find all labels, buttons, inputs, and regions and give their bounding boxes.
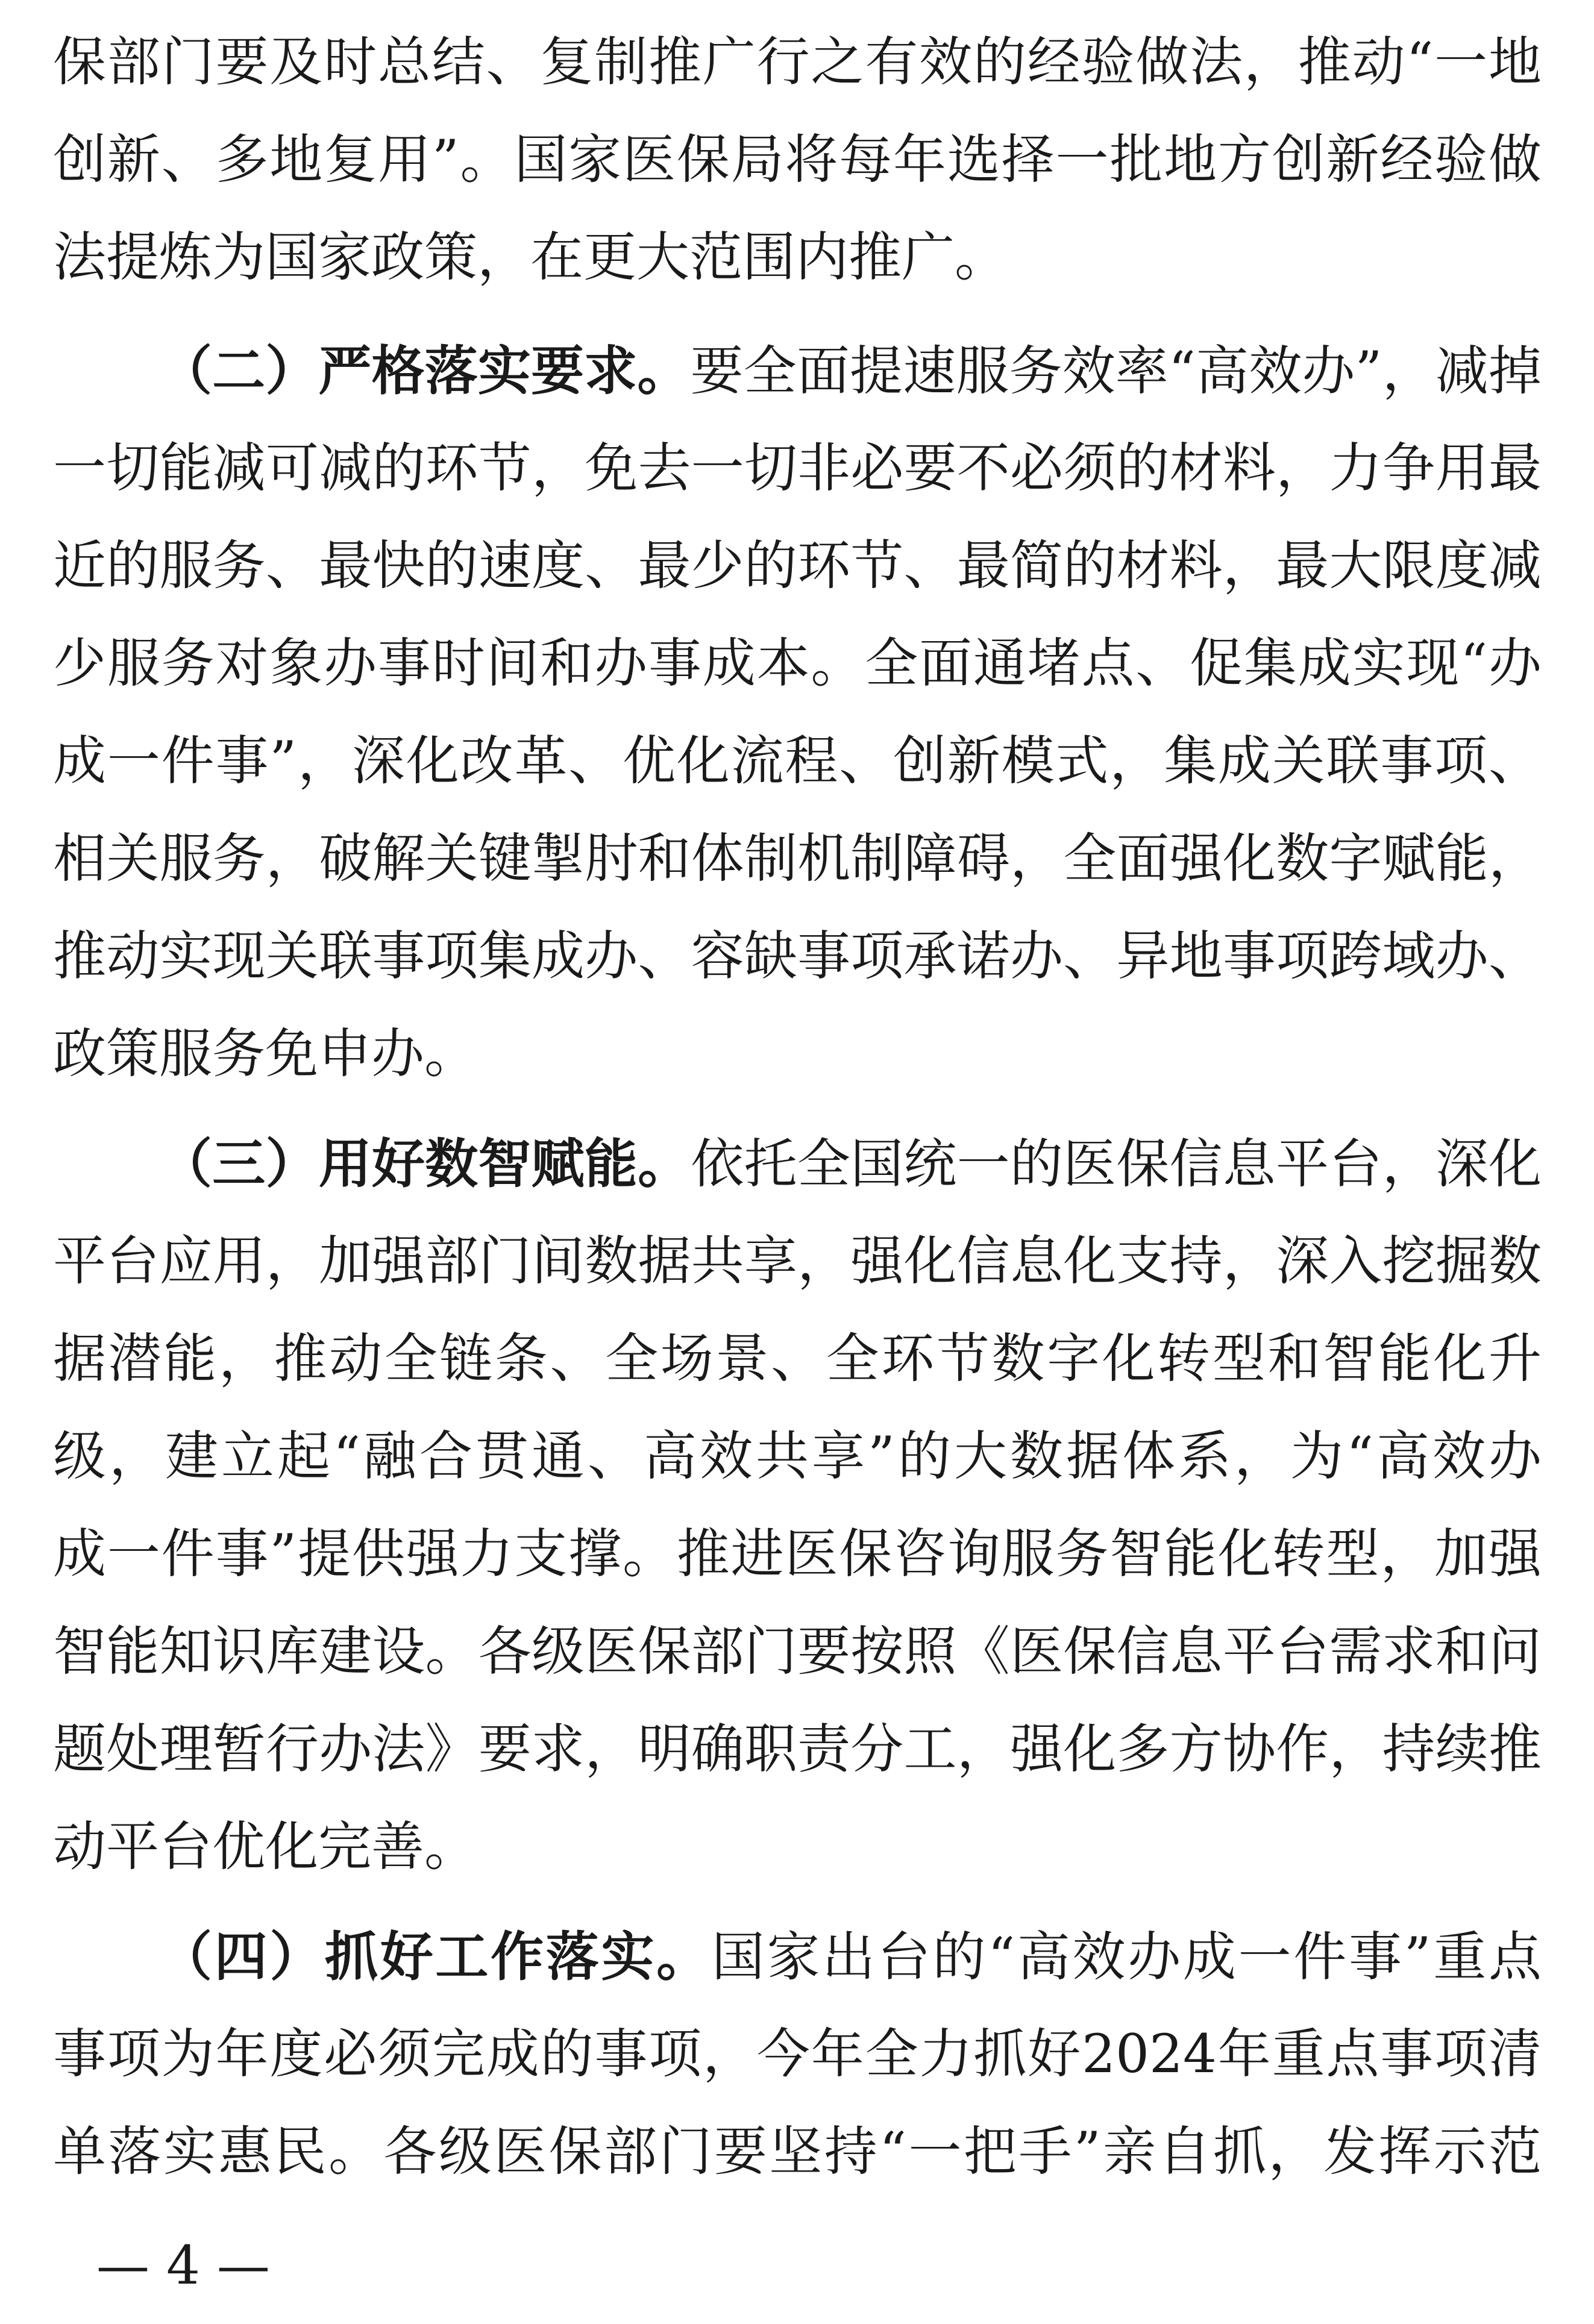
paragraph-line: 政策服务免申办。 bbox=[53, 1023, 478, 1085]
paragraph-line: 少服务对象办事时间和办事成本。全面通堵点、促集成实现“办 bbox=[53, 632, 1542, 694]
paragraph-first-line bbox=[159, 1115, 1542, 1212]
paragraph-line: 推动实现关联事项集成办、容缺事项承诺办、异地事项跨域办、 bbox=[53, 925, 1542, 987]
paragraph-line: 智能知识库建设。各级医保部门要按照《医保信息平台需求和问 bbox=[53, 1620, 1542, 1682]
paragraph-line: 平台应用，加强部门间数据共享，强化信息化支持，深入挖掘数 bbox=[53, 1230, 1542, 1292]
paragraph-line: 事项为年度必须完成的事项，今年全力抓好2024年重点事项清 bbox=[53, 2023, 1542, 2085]
section-heading: （二）严格落实要求。 bbox=[159, 339, 691, 402]
paragraph-line: 保部门要及时总结、复制推广行之有效的经验做法，推动“一地 bbox=[53, 31, 1542, 93]
paragraph-line: 相关服务，破解关键掣肘和体制机制障碍，全面强化数字赋能， bbox=[53, 827, 1542, 889]
paragraph-first-line bbox=[159, 322, 1542, 419]
paragraph-text: 国家出台的“高效办成一件事”重点 bbox=[711, 1926, 1542, 1988]
paragraph-line: 题处理暂行办法》要求，明确职责分工，强化多方协作，持续推 bbox=[53, 1718, 1542, 1780]
paragraph-line: 级，建立起“融合贯通、高效共享”的大数据体系，为“高效办 bbox=[53, 1425, 1542, 1487]
paragraph-line: 一切能减可减的环节，免去一切非必要不必须的材料，力争用最 bbox=[53, 437, 1542, 499]
paragraph-line: 近的服务、最快的速度、最少的环节、最简的材料，最大限度减 bbox=[53, 534, 1542, 597]
section-heading: （三）用好数智赋能。 bbox=[159, 1132, 691, 1195]
paragraph-line: 单落实惠民。各级医保部门要坚持“一把手”亲自抓，发挥示范 bbox=[53, 2120, 1542, 2182]
paragraph-first-line bbox=[159, 1908, 1542, 2005]
page-number: — 4 — bbox=[96, 2234, 270, 2296]
paragraph-text: 要全面提速服务效率“高效办”，减掉 bbox=[690, 340, 1542, 402]
paragraph-line: 动平台优化完善。 bbox=[53, 1815, 478, 1878]
paragraph-line: 成一件事”提供强力支撑。推进医保咨询服务智能化转型，加强 bbox=[53, 1523, 1542, 1585]
section-heading: （四）抓好工作落实。 bbox=[159, 1925, 712, 1988]
paragraph-line: 成一件事”，深化改革、优化流程、创新模式，集成关联事项、 bbox=[53, 730, 1542, 792]
paragraph-text: 依托全国统一的医保信息平台，深化 bbox=[691, 1133, 1542, 1195]
paragraph-line: 据潜能，推动全链条、全场景、全环节数字化转型和智能化升 bbox=[53, 1327, 1542, 1389]
paragraph-line: 创新、多地复用”。国家医保局将每年选择一批地方创新经验做 bbox=[53, 128, 1542, 190]
paragraph-line: 法提炼为国家政策，在更大范围内推广。 bbox=[53, 226, 1008, 288]
